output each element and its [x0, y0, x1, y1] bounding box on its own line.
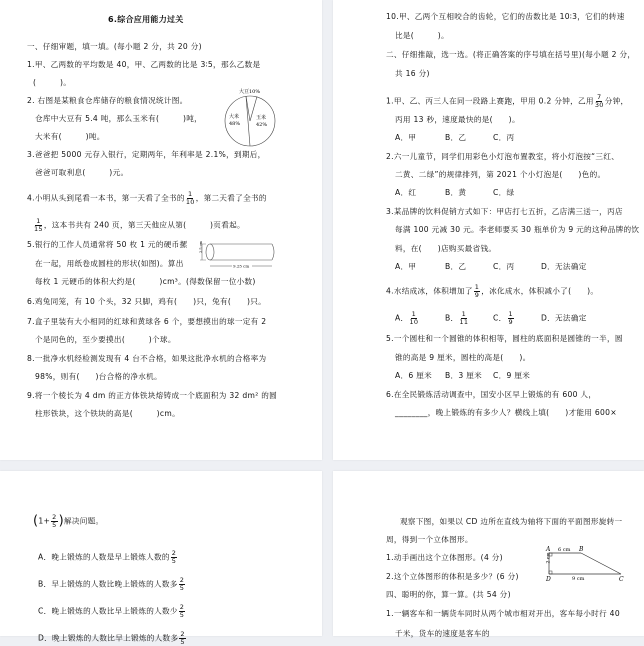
question-5-line-1: 5.银行的工作人员通常将 50 枚 1 元的硬币摞 — [27, 240, 188, 249]
section-4-heading: 四、聪明的你，算一算。(共 54 分) — [386, 590, 511, 599]
document-page-2 — [333, 0, 644, 460]
page3-option-c: C．晚上锻炼的人数比早上锻炼的人数少 $\frac{2}{5}$ — [38, 603, 185, 619]
section-3-question-1: 1.动手画出这个立体图形。(4 分) — [386, 553, 503, 562]
choice-6-line-1: 6.在全民锻炼活动调查中，国安小区早上锻炼的有 600 人， — [386, 390, 597, 399]
question-8-line-2: 98%，则有( )台合格的净水机。 — [35, 372, 162, 381]
cylinder-height-label: 2.5 cm — [199, 241, 203, 253]
page3-intro-line: (1+ $\frac{2}{5}$ )解决问题。 — [33, 513, 104, 529]
pie-label-rice-pct: 48% — [229, 121, 241, 127]
question-3-line-1: 3.爸爸把 5000 元存入银行，定期两年，年利率是 2.1%，到期后， — [27, 150, 266, 159]
section-3-line-2: 周，得到一个立体图形。 — [386, 535, 473, 544]
document-page-3 — [0, 471, 322, 646]
page3-option-a: A．晚上锻炼的人数是早上锻炼人数的 $\frac{2}{5}$ — [38, 549, 177, 565]
question-9-line-1: 9.将一个棱长为 4 dm 的正方体铁块熔铸成一个底面积为 32 dm² 的圆 — [27, 391, 278, 400]
choice-2-line-1: 2.六一儿童节，同学们用彩色小灯泡布置教室，将小灯泡按“三红、 — [386, 152, 620, 161]
document-page-4 — [333, 471, 644, 636]
vertex-b-label: B — [579, 546, 584, 553]
page3-option-b: B．早上锻炼的人数比晚上锻炼的人数多 $\frac{2}{5}$ — [38, 576, 185, 592]
page3-option-d: D．晚上锻炼的人数比早上锻炼的人数多 $\frac{2}{5}$ — [38, 630, 185, 646]
question-5-line-3: 每枚 1 元硬币的体积大约是( )cm³。(得数保留一位小数) — [35, 277, 256, 286]
choice-4-line-1: 4.水结成冰，体积增加了 $\frac{1}{9}$ ，冰化成水，体积减小了( )。 — [386, 283, 599, 299]
q4-text-b: ，第二天看了全书的 — [195, 193, 267, 203]
pie-label-corn-pct: 42% — [256, 122, 268, 128]
question-9-line-2: 柱形铁块，这个铁块的高是( )cm。 — [35, 409, 180, 418]
choice-6-line-2: ________，晚上锻炼的有多少人？横线上填( )才能用 600× — [395, 408, 617, 417]
cylinder-length-label: 9.25 cm — [233, 263, 250, 269]
question-4-line-1 — [27, 191, 267, 206]
fraction: $\frac{1}{10}$ — [185, 190, 195, 206]
question-2-line-3: 大米有( )吨。 — [35, 132, 105, 141]
side-ad-label: 2 cm — [546, 552, 552, 564]
problem-1-line-2: 千米，货车的速度是客车的 — [395, 629, 490, 638]
fraction: $\frac{1}{9}$ — [474, 283, 480, 299]
section-2-heading-line-1: 二、仔细推敲，选一选。(将正确答案的序号填在括号里)(每小题 2 分， — [386, 50, 636, 59]
fraction: $\frac{2}{5}$ — [52, 513, 57, 529]
choice-2-line-2: 二黄、二绿”的规律排列，第 2021 个小灯泡是( )色的。 — [395, 170, 606, 179]
choice-3-options: A．甲 B．乙 C．丙 D．无法确定 — [395, 262, 587, 271]
vertex-c-label: C — [619, 576, 624, 583]
question-6: 6.鸡兔同笼，有 10 个头，32 只脚，鸡有( )只，兔有( )只。 — [27, 297, 267, 306]
page-title: 6.综合应用能力过关 — [108, 15, 184, 24]
choice-5-line-1: 5.一个圆柱和一个圆锥的体积相等，圆柱的底面积是圆锥的一半，圆 — [386, 334, 623, 343]
question-4-line-2 — [33, 218, 245, 233]
section-2-heading-line-2: 共 16 分) — [395, 69, 430, 78]
question-2-line-1: 2. 右图是某粮食仓库储存的粮食情况统计图。 — [27, 96, 188, 105]
trapezoid-figure — [539, 545, 635, 583]
vertex-d-label: D — [546, 576, 551, 583]
question-10-line-1: 10.甲、乙两个互相咬合的齿轮，它们的齿数比是 10∶3，它们的转速 — [386, 12, 625, 21]
choice-1-line-2: 丙用 13 秒，速度最快的是( )。 — [395, 115, 520, 124]
section-3-line-1: 观察下图，如果以 CD 边所在直线为轴将下面的平面图形旋转一 — [400, 517, 623, 526]
choice-3-line-2: 每满 100 元减 30 元。李老师要买 30 瓶单价为 9 元的这种品牌的饮 — [395, 225, 640, 234]
choice-2-options: A．红 B．黄 C．绿 — [395, 188, 515, 197]
choice-3-line-3: 料，在( )店购买最省钱。 — [395, 244, 497, 253]
pie-label-rice: 大米 — [229, 114, 240, 120]
choice-5-line-2: 锥的高是 9 厘米，圆柱的高是( )。 — [395, 353, 531, 362]
question-7-line-1: 7.盒子里装有大小相同的红球和黄球各 6 个，要想摸出的球一定有 2 — [27, 317, 267, 326]
section-3-question-2: 2.这个立体图形的体积是多少？(6 分) — [386, 572, 519, 581]
question-8-line-1: 8.一批净水机经检测发现有 4 台不合格，如果这批净水机的合格率为 — [27, 354, 267, 363]
section-1-heading: 一、仔细审题，填一填。(每小题 2 分，共 20 分) — [27, 42, 202, 51]
document-page-1 — [0, 0, 322, 460]
question-3-line-2: 爸爸可取利息( )元。 — [35, 168, 129, 177]
question-1-line-2: ( )。 — [33, 78, 72, 87]
q4-text-a: 4.小明从头到尾看一本书，第一天看了全书的 — [27, 193, 185, 203]
question-1-line-1: 1.甲、乙两数的平均数是 40，甲、乙两数的比是 3∶5，那么乙数是 — [27, 60, 261, 69]
question-10-line-2: 比是( )。 — [395, 31, 449, 40]
q4-text-c: ，这本书共有 240 页，第三天他应从第( )页看起。 — [43, 220, 245, 230]
choice-4-options: A． $\frac{1}{10}$ B． $\frac{1}{11}$ C． $\frac{1}{9}$ D．无法确定 — [395, 310, 587, 326]
pie-label-corn: 玉米 — [256, 115, 267, 121]
top-side-label: 6 cm — [558, 547, 571, 553]
question-2-line-2: 仓库中大豆有 5.4 吨，那么玉米有( )吨， — [35, 114, 203, 123]
fraction: $\frac{7}{30}$ — [594, 93, 604, 109]
fraction: $\frac{1}{15}$ — [34, 217, 43, 233]
choice-1-options: A．甲 B．乙 C．丙 — [395, 133, 515, 142]
choice-5-options: A．6 厘米 B．3 厘米 C．9 厘米 — [395, 371, 531, 380]
pie-label-soybean: 大豆10% — [239, 89, 261, 95]
question-7-line-2: 个是同色的，至少要摸出( )个球。 — [35, 335, 176, 344]
question-5-line-2: 在一起，用纸卷成圆柱的形状(如图)。算出 — [35, 259, 184, 268]
choice-3-line-1: 3.某品牌的饮料促销方式如下：甲店打七五折，乙店满三送一，丙店 — [386, 207, 623, 216]
choice-1-line-1: 1.甲、乙、丙三人在同一段路上赛跑，甲用 0.2 分钟，乙用 $\frac{7}{30}$ 分钟， — [386, 93, 629, 109]
bottom-side-label: 9 cm — [572, 576, 585, 582]
pie-chart-figure — [224, 86, 276, 148]
problem-1-line-1: 1.一辆客车和一辆货车同时从两个城市相对开出，客车每小时行 40 — [386, 609, 620, 618]
vertex-a-label: A — [546, 546, 551, 553]
cylinder-figure — [196, 240, 276, 272]
